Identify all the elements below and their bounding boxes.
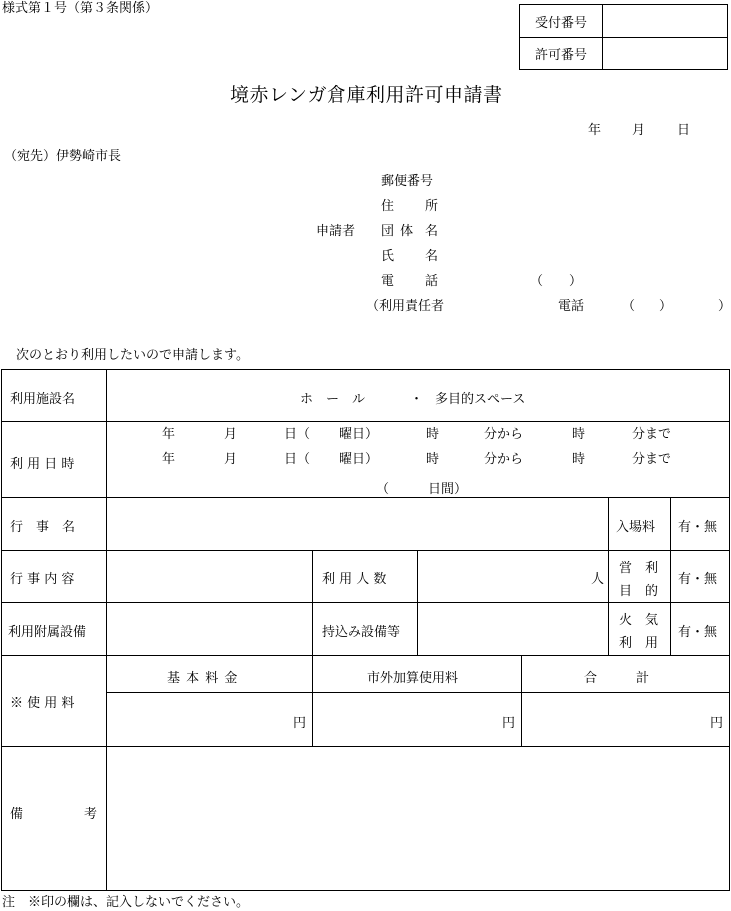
days-count-label: 日間）	[428, 482, 468, 497]
dt1-minute-from: 分から	[484, 427, 524, 442]
profit-purpose-label-2: 目 的	[619, 584, 659, 599]
attendees-unit: 人	[591, 572, 605, 587]
remarks-field[interactable]	[107, 747, 727, 888]
fee-outside-city-unit: 円	[502, 716, 516, 731]
dt1-hour-to: 時	[572, 427, 586, 442]
application-table	[1, 369, 730, 891]
dt2-minute-to: 分まで	[632, 452, 672, 467]
profit-purpose-label-1: 営 利	[619, 561, 659, 576]
dt1-month: 月	[224, 427, 238, 442]
date-month: 月	[632, 123, 646, 138]
profit-purpose-choice[interactable]: 有・無	[678, 572, 718, 587]
event-name-field[interactable]	[107, 498, 607, 549]
org-name-label-l: 団 体	[381, 224, 415, 239]
fee-total-unit: 円	[710, 716, 724, 731]
footer-note: 注 ※印の欄は、記入しないでください。	[2, 895, 250, 910]
accept-number-label: 受付番号	[520, 5, 603, 37]
dt2-weekday: 曜日）	[339, 452, 379, 467]
event-content-label: 行 事 内 容	[10, 572, 75, 587]
addressee: （宛先）伊勢崎市長	[4, 149, 122, 164]
receipt-box	[519, 4, 728, 70]
accept-number-field[interactable]	[603, 5, 727, 37]
phone-label-r: 話	[425, 274, 439, 289]
dt1-hour-from: 時	[426, 427, 440, 442]
facility-option-multipurpose[interactable]: 多目的スペース	[435, 392, 526, 407]
dt1-year: 年	[162, 427, 176, 442]
dt1-weekday: 曜日）	[339, 427, 379, 442]
dt1-day: 日（	[284, 427, 311, 442]
fee-basic-unit: 円	[293, 716, 307, 731]
fire-use-choice[interactable]: 有・無	[678, 625, 718, 640]
responsible-phone-label: 電話	[558, 299, 585, 314]
fire-use-label-1: 火 気	[619, 613, 659, 628]
page-title: 境赤レンガ倉庫利用許可申請書	[230, 84, 503, 106]
date-year: 年	[588, 123, 602, 138]
dt2-day: 日（	[284, 452, 311, 467]
admission-fee-label: 入場料	[616, 520, 656, 535]
facility-option-separator: ・	[410, 392, 424, 407]
equipment-field[interactable]	[107, 603, 311, 654]
responsible-paren-open: （	[622, 299, 636, 314]
facility-label: 利用施設名	[10, 392, 76, 407]
datetime-label: 利 用 日 時	[10, 457, 75, 472]
phone-label-l: 電	[381, 274, 395, 289]
name-label-r: 名	[425, 249, 439, 264]
intro-text: 次のとおり利用したいので申請します。	[16, 348, 249, 363]
org-name-label-r: 名	[425, 224, 439, 239]
facility-option-hall[interactable]: ホ ー ル	[300, 392, 366, 407]
dt2-month: 月	[224, 452, 238, 467]
fee-header-total: 合 計	[584, 671, 650, 686]
fire-use-label-2: 利 用	[619, 636, 659, 651]
permit-number-field[interactable]	[603, 38, 727, 69]
responsible-paren-close: ）	[718, 299, 731, 314]
admission-fee-choice[interactable]: 有・無	[678, 520, 718, 535]
dt2-hour-from: 時	[426, 452, 440, 467]
fee-header-outside-city: 市外加算使用料	[367, 671, 459, 686]
fee-header-basic: 基 本 料 金	[167, 671, 239, 686]
event-content-field[interactable]	[107, 551, 311, 602]
brought-equipment-label: 持込み設備等	[322, 625, 401, 640]
form-number: 様式第１号（第３条関係）	[2, 1, 159, 16]
days-open-paren: （	[376, 482, 390, 497]
postal-code-label: 郵便番号	[381, 174, 434, 189]
dt2-year: 年	[162, 452, 176, 467]
responsible-paren-mid: ）	[659, 299, 673, 314]
name-label-l: 氏	[381, 249, 395, 264]
permit-number-label: 許可番号	[520, 38, 603, 69]
dt2-hour-to: 時	[572, 452, 586, 467]
address-label-r: 所	[425, 199, 439, 214]
phone-area-code: （ ）	[530, 274, 583, 289]
remarks-label-l: 備	[10, 807, 24, 822]
usage-fee-label: ※ 使 用 料	[10, 696, 75, 711]
remarks-label-r: 考	[84, 807, 98, 822]
dt2-minute-from: 分から	[484, 452, 524, 467]
equipment-label: 利用附属設備	[8, 625, 87, 640]
attendees-label: 利 用 人 数	[322, 572, 387, 587]
responsible-person-label: （利用責任者	[366, 299, 445, 314]
date-day: 日	[677, 123, 691, 138]
address-label-l: 住	[381, 199, 395, 214]
permit-number-row	[520, 37, 727, 69]
accept-number-row	[520, 5, 727, 37]
applicant-label: 申請者	[316, 224, 356, 239]
dt1-minute-to: 分まで	[632, 427, 672, 442]
event-name-label: 行 事 名	[10, 520, 76, 535]
